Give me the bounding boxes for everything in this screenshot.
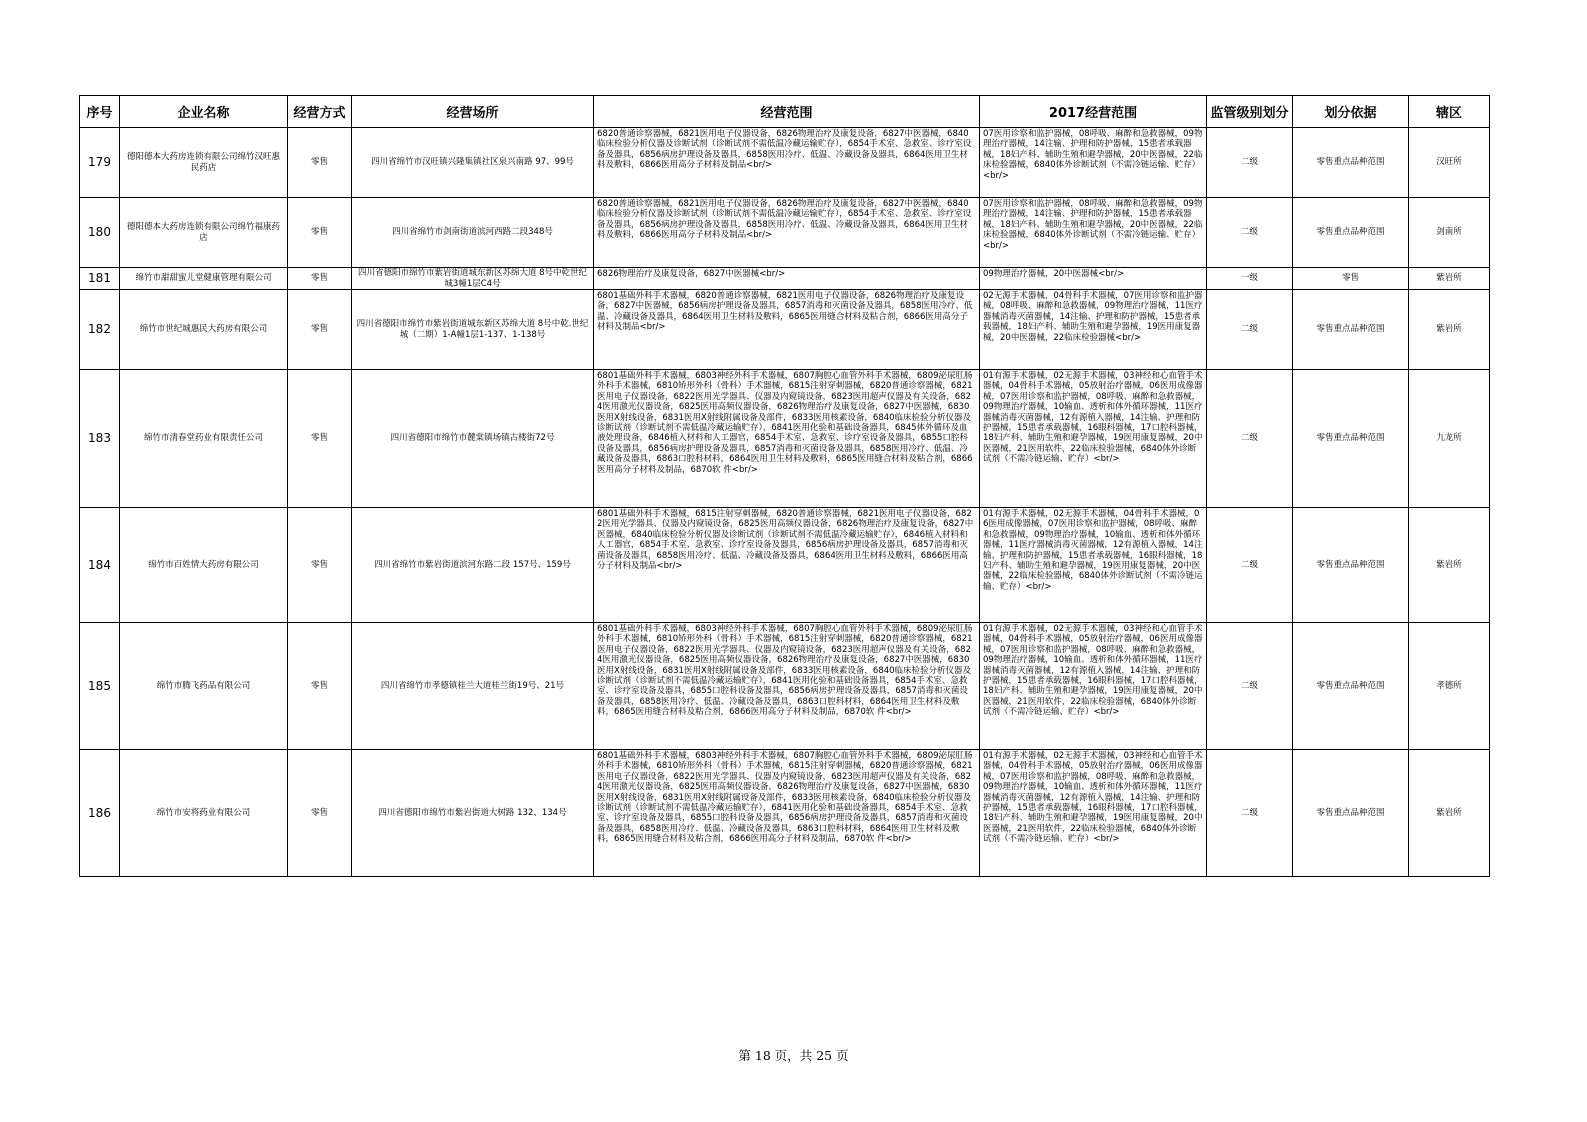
row-name: 绵竹市安将药业有限公司 xyxy=(120,750,288,877)
table-row xyxy=(80,750,1490,877)
row-name: 绵竹市清春堂药业有限责任公司 xyxy=(120,370,288,508)
row-mode: 零售 xyxy=(288,268,352,290)
header-level: 监管级别划分 xyxy=(1207,96,1293,128)
row-address: 四川省绵竹市剑南街道滨河西路二段348号 xyxy=(352,198,594,268)
row-scope-2017: 09物理治疗器械，20中医器械<br/> xyxy=(980,268,1207,290)
enterprise-table xyxy=(79,95,1490,877)
row-level: 二级 xyxy=(1207,370,1293,508)
row-level: 二级 xyxy=(1207,623,1293,750)
row-address: 四川省德阳市绵竹市紫岩街道城东新区苏绵大道 8号中乾.世纪城（二期）1-A幢1层1-137、1-138号 xyxy=(352,290,594,370)
row-basis: 零售重点品种范围 xyxy=(1293,370,1409,508)
row-scope-2017: 01有源手术器械，02无源手术器械，03神经和心血管手术器械，04骨科手术器械，05放射治疗器械，06医用成像器械，07医用诊察和监护器械，08呼吸、麻醉和急救器械，09物理治疗器械，10输血、透析和体外循环器械，11医疗器械消毒灭菌器械，12有源植入器械，14注输、护理和防护器械，15患者承载器械，16眼科器械，17口腔科器械，18妇产科、辅助生殖和避孕器械，19医用康复器械，20中医器械，21医用软件，22临床检验器械，6840体外诊断试剂（不需冷链运输、贮存）<br/> xyxy=(980,623,1207,750)
row-scope: 6801基础外科手术器械，6803神经外科手术器械，6807胸腔心血管外科手术器械，6809泌尿肛肠外科手术器械，6810矫形外科（骨科）手术器械，6815注射穿刺器械，6820普通诊察器械，6821医用电子仪器设备，6822医用光学器具、仪器及内窥镜设备，6823医用超声仪器及有关设备，6824医用激光仪器设备，6825医用高频仪器设备，6826物理治疗及康复设备，6827中医器械，6830医用X射线设备，6831医用X射线附属设备及部件，6833医用核素设备，6840临床检验分析仪器及诊断试剂（诊断试剂不需低温冷藏运输贮存），6841医用化验和基础设备器具，6854手术室、急救室、诊疗室设备及器具，6855口腔科设备及器具，6856病房护理设备及器具，6857消毒和灭菌设备及器具，6858医用冷疗、低温、冷藏设备及器具，6863口腔科材料，6864医用卫生材料及敷料，6865医用缝合材料及粘合剂，6866医用高分子材料及制品，6870软 件<br/> xyxy=(594,623,980,750)
row-level: 二级 xyxy=(1207,198,1293,268)
row-district: 紫岩所 xyxy=(1409,290,1490,370)
row-level: 二级 xyxy=(1207,290,1293,370)
row-district: 孝德所 xyxy=(1409,623,1490,750)
header-district: 辖区 xyxy=(1409,96,1490,128)
row-level: 二级 xyxy=(1207,128,1293,198)
row-district: 紫岩所 xyxy=(1409,508,1490,623)
row-scope: 6801基础外科手术器械，6803神经外科手术器械，6807胸腔心血管外科手术器械，6809泌尿肛肠外科手术器械，6810矫形外科（骨科）手术器械，6815注射穿刺器械，6820普通诊察器械，6821医用电子仪器设备，6822医用光学器具、仪器及内窥镜设备，6823医用超声仪器及有关设备，6824医用激光仪器设备，6825医用高频仪器设备，6826物理治疗及康复设备，6827中医器械，6830医用X射线设备，6831医用X射线附属设备及部件，6833医用核素设备，6840临床检验分析仪器及诊断试剂（诊断试剂不需低温冷藏运输贮存），6841医用化验和基础设备器具，6854手术室、急救室、诊疗室设备及器具，6855口腔科设备及器具，6856病房护理设备及器具，6857消毒和灭菌设备及器具，6858医用冷疗、低温、冷藏设备及器具，6863口腔科材料，6864医用卫生材料及敷料，6865医用缝合材料及粘合剂，6866医用高分子材料及制品，6870软 件<br/> xyxy=(594,750,980,877)
row-seq: 186 xyxy=(80,750,120,877)
header-basis: 划分依据 xyxy=(1293,96,1409,128)
row-mode: 零售 xyxy=(288,623,352,750)
row-scope: 6801基础外科手术器械，6820普通诊察器械，6821医用电子仪器设备，6826物理治疗及康复设备，6827中医器械，6856病房护理设备及器具，6857消毒和灭菌设备及器具，6858医用冷疗、低温、冷藏设备及器具，6864医用卫生材料及敷料，6865医用缝合材料及粘合剂，6866医用高分子材料及制品<br/> xyxy=(594,290,980,370)
row-level: 二级 xyxy=(1207,508,1293,623)
table-row xyxy=(80,508,1490,623)
row-basis: 零售重点品种范围 xyxy=(1293,290,1409,370)
row-name: 绵竹市世纪城惠民大药房有限公司 xyxy=(120,290,288,370)
row-address: 四川省德阳市绵竹市麓棠镇场镇古楼街72号 xyxy=(352,370,594,508)
table-row xyxy=(80,268,1490,290)
row-address: 四川省德阳市绵竹市紫岩街道大树路 132、134号 xyxy=(352,750,594,877)
row-basis: 零售重点品种范围 xyxy=(1293,128,1409,198)
header-mode: 经营方式 xyxy=(288,96,352,128)
row-mode: 零售 xyxy=(288,290,352,370)
row-name: 绵竹市百姓情大药房有限公司 xyxy=(120,508,288,623)
row-name: 绵竹市腾飞药品有限公司 xyxy=(120,623,288,750)
row-address: 四川省德阳市绵竹市紫岩街道城东新区苏绵大道 8号中乾世纪城3幢1层C4号 xyxy=(352,268,594,290)
row-seq: 184 xyxy=(80,508,120,623)
row-scope-2017: 01有源手术器械，02无源手术器械，03神经和心血管手术器械，04骨科手术器械，05放射治疗器械，06医用成像器械，07医用诊察和监护器械，08呼吸、麻醉和急救器械，09物理治疗器械，10输血、透析和体外循环器械，11医疗器械消毒灭菌器械，12有源植入器械，14注输、护理和防护器械，15患者承载器械，16眼科器械，17口腔科器械，18妇产科、辅助生殖和避孕器械，19医用康复器械，20中医器械，21医用软件，22临床检验器械，6840体外诊断试剂（不需冷链运输、贮存）<br/> xyxy=(980,750,1207,877)
row-district: 剑南所 xyxy=(1409,198,1490,268)
table-row xyxy=(80,128,1490,198)
row-district: 紫岩所 xyxy=(1409,750,1490,877)
row-basis: 零售重点品种范围 xyxy=(1293,750,1409,877)
row-scope-2017: 01有源手术器械，02无源手术器械，03神经和心血管手术器械，04骨科手术器械，05放射治疗器械，06医用成像器械，07医用诊察和监护器械，08呼吸、麻醉和急救器械，09物理治疗器械，10输血、透析和体外循环器械，11医疗器械消毒灭菌器械，12有源植入器械，14注输、护理和防护器械，15患者承载器械，16眼科器械，17口腔科器械，18妇产科、辅助生殖和避孕器械，19医用康复器械，20中医器械，21医用软件，22临床检验器械，6840体外诊断试剂（不需冷链运输、贮存）<br/> xyxy=(980,370,1207,508)
row-seq: 182 xyxy=(80,290,120,370)
table-row xyxy=(80,370,1490,508)
row-address: 四川省绵竹市紫岩街道滨河东路二段 157号、159号 xyxy=(352,508,594,623)
row-basis: 零售重点品种范围 xyxy=(1293,198,1409,268)
row-scope-2017: 07医用诊察和监护器械，08呼吸、麻醉和急救器械，09物理治疗器械，14注输、护理和防护器械，15患者承载器械，18妇产科、辅助生殖和避孕器械，20中医器械，22临床检验器械，6840体外诊断试剂（不需冷链运输、贮存）<br/> xyxy=(980,198,1207,268)
table-row xyxy=(80,623,1490,750)
row-name: 绵竹市甜甜蜜儿堂健康管理有限公司 xyxy=(120,268,288,290)
table-row xyxy=(80,198,1490,268)
row-district: 汉旺所 xyxy=(1409,128,1490,198)
row-mode: 零售 xyxy=(288,128,352,198)
row-scope: 6820普通诊察器械，6821医用电子仪器设备，6826物理治疗及康复设备，6827中医器械，6840临床检验分析仪器及诊断试剂（诊断试剂不需低温冷藏运输贮存），6854手术室、急救室、诊疗室设备及器具，6856病房护理设备及器具，6858医用冷疗、低温、冷藏设备及器具，6864医用卫生材料及敷料，6866医用高分子材料及制品<br/> xyxy=(594,198,980,268)
row-scope-2017: 07医用诊察和监护器械，08呼吸、麻醉和急救器械，09物理治疗器械，14注输、护理和防护器械，15患者承载器械，18妇产科、辅助生殖和避孕器械，20中医器械，22临床检验器械，6840体外诊断试剂（不需冷链运输、贮存）<br/> xyxy=(980,128,1207,198)
page-number: 第 18 页，共 25 页 xyxy=(738,1048,849,1063)
row-name: 德阳德本大药房连锁有限公司绵竹汉旺惠民药店 xyxy=(120,128,288,198)
row-scope: 6801基础外科手术器械，6803神经外科手术器械，6807胸腔心血管外科手术器械，6809泌尿肛肠外科手术器械，6810矫形外科（骨科）手术器械，6815注射穿刺器械，6820普通诊察器械，6821医用电子仪器设备，6822医用光学器具、仪器及内窥镜设备，6823医用超声仪器及有关设备，6824医用激光仪器设备，6825医用高频仪器设备，6826物理治疗及康复设备，6827中医器械，6830医用X射线设备，6831医用X射线附属设备及部件，6833医用核素设备，6840临床检验分析仪器及诊断试剂（诊断试剂不需低温冷藏运输贮存），6841医用化验和基础设备器具，6845体外循环及血液处理设备，6846植入材料和人工器官，6854手术室、急救室、诊疗室设备及器具，6855口腔科设备及器具，6856病房护理设备及器具，6857消毒和灭菌设备及器具，6858医用冷疗、低温、冷藏设备及器具，6863口腔科材料，6864医用卫生材料及敷料，6865医用缝合材料及粘合剂，6866医用高分子材料及制品，6870软 件<br/> xyxy=(594,370,980,508)
header-scope-2017: 2017经营范围 xyxy=(980,96,1207,128)
row-mode: 零售 xyxy=(288,508,352,623)
row-name: 德阳德本大药房连锁有限公司绵竹福康药店 xyxy=(120,198,288,268)
row-seq: 185 xyxy=(80,623,120,750)
row-level: 一级 xyxy=(1207,268,1293,290)
row-scope: 6820普通诊察器械，6821医用电子仪器设备，6826物理治疗及康复设备，6827中医器械，6840临床检验分析仪器及诊断试剂（诊断试剂不需低温冷藏运输贮存），6854手术室、急救室、诊疗室设备及器具，6856病房护理设备及器具，6858医用冷疗、低温、冷藏设备及器具，6864医用卫生材料及敷料，6866医用高分子材料及制品<br/> xyxy=(594,128,980,198)
header-address: 经营场所 xyxy=(352,96,594,128)
row-basis: 零售重点品种范围 xyxy=(1293,508,1409,623)
row-seq: 183 xyxy=(80,370,120,508)
row-scope-2017: 01有源手术器械，02无源手术器械，04骨科手术器械，06医用成像器械，07医用诊察和监护器械，08呼吸、麻醉和急救器械，09物理治疗器械，10输血、透析和体外循环器械，11医疗器械消毒灭菌器械，12有源植入器械，14注输、护理和防护器械，15患者承载器械，16眼科器械，18妇产科、辅助生殖和避孕器械，19医用康复器械，20中医器械，22临床检验器械，6840体外诊断试剂（不需冷链运输、贮存）<br/> xyxy=(980,508,1207,623)
row-mode: 零售 xyxy=(288,750,352,877)
header-name: 企业名称 xyxy=(120,96,288,128)
row-district: 紫岩所 xyxy=(1409,268,1490,290)
row-mode: 零售 xyxy=(288,370,352,508)
row-basis: 零售 xyxy=(1293,268,1409,290)
row-seq: 180 xyxy=(80,198,120,268)
row-seq: 179 xyxy=(80,128,120,198)
header-scope: 经营范围 xyxy=(594,96,980,128)
row-address: 四川省绵竹市孝德镇桂兰大道桂兰街19号、21号 xyxy=(352,623,594,750)
row-mode: 零售 xyxy=(288,198,352,268)
row-district: 九龙所 xyxy=(1409,370,1490,508)
row-basis: 零售重点品种范围 xyxy=(1293,623,1409,750)
row-address: 四川省绵竹市汉旺镇兴隆集镇社区泉兴南路 97、99号 xyxy=(352,128,594,198)
row-seq: 181 xyxy=(80,268,120,290)
row-scope-2017: 02无源手术器械，04骨科手术器械，07医用诊察和监护器械，08呼吸、麻醉和急救器械，09物理治疗器械，11医疗器械消毒灭菌器械，14注输、护理和防护器械，15患者承载器械，18妇产科、辅助生殖和避孕器械，19医用康复器械，20中医器械，22临床检验器械<br/> xyxy=(980,290,1207,370)
row-scope: 6801基础外科手术器械，6815注射穿刺器械，6820普通诊察器械，6821医用电子仪器设备，6822医用光学器具、仪器及内窥镜设备，6825医用高频仪器设备，6826物理治疗及康复设备，6827中医器械，6840临床检验分析仪器及诊断试剂（诊断试剂不需低温冷藏运输贮存），6846植入材料和人工器官，6854手术室、急救室、诊疗室设备及器具，6856病房护理设备及器具，6857消毒和灭菌设备及器具，6858医用冷疗、低温、冷藏设备及器具，6864医用卫生材料及敷料，6866医用高分子材料及制品<br/> xyxy=(594,508,980,623)
header-row xyxy=(80,96,1490,128)
row-level: 二级 xyxy=(1207,750,1293,877)
table-row xyxy=(80,290,1490,370)
header-seq: 序号 xyxy=(80,96,120,128)
row-scope: 6826物理治疗及康复设备，6827中医器械<br/> xyxy=(594,268,980,290)
